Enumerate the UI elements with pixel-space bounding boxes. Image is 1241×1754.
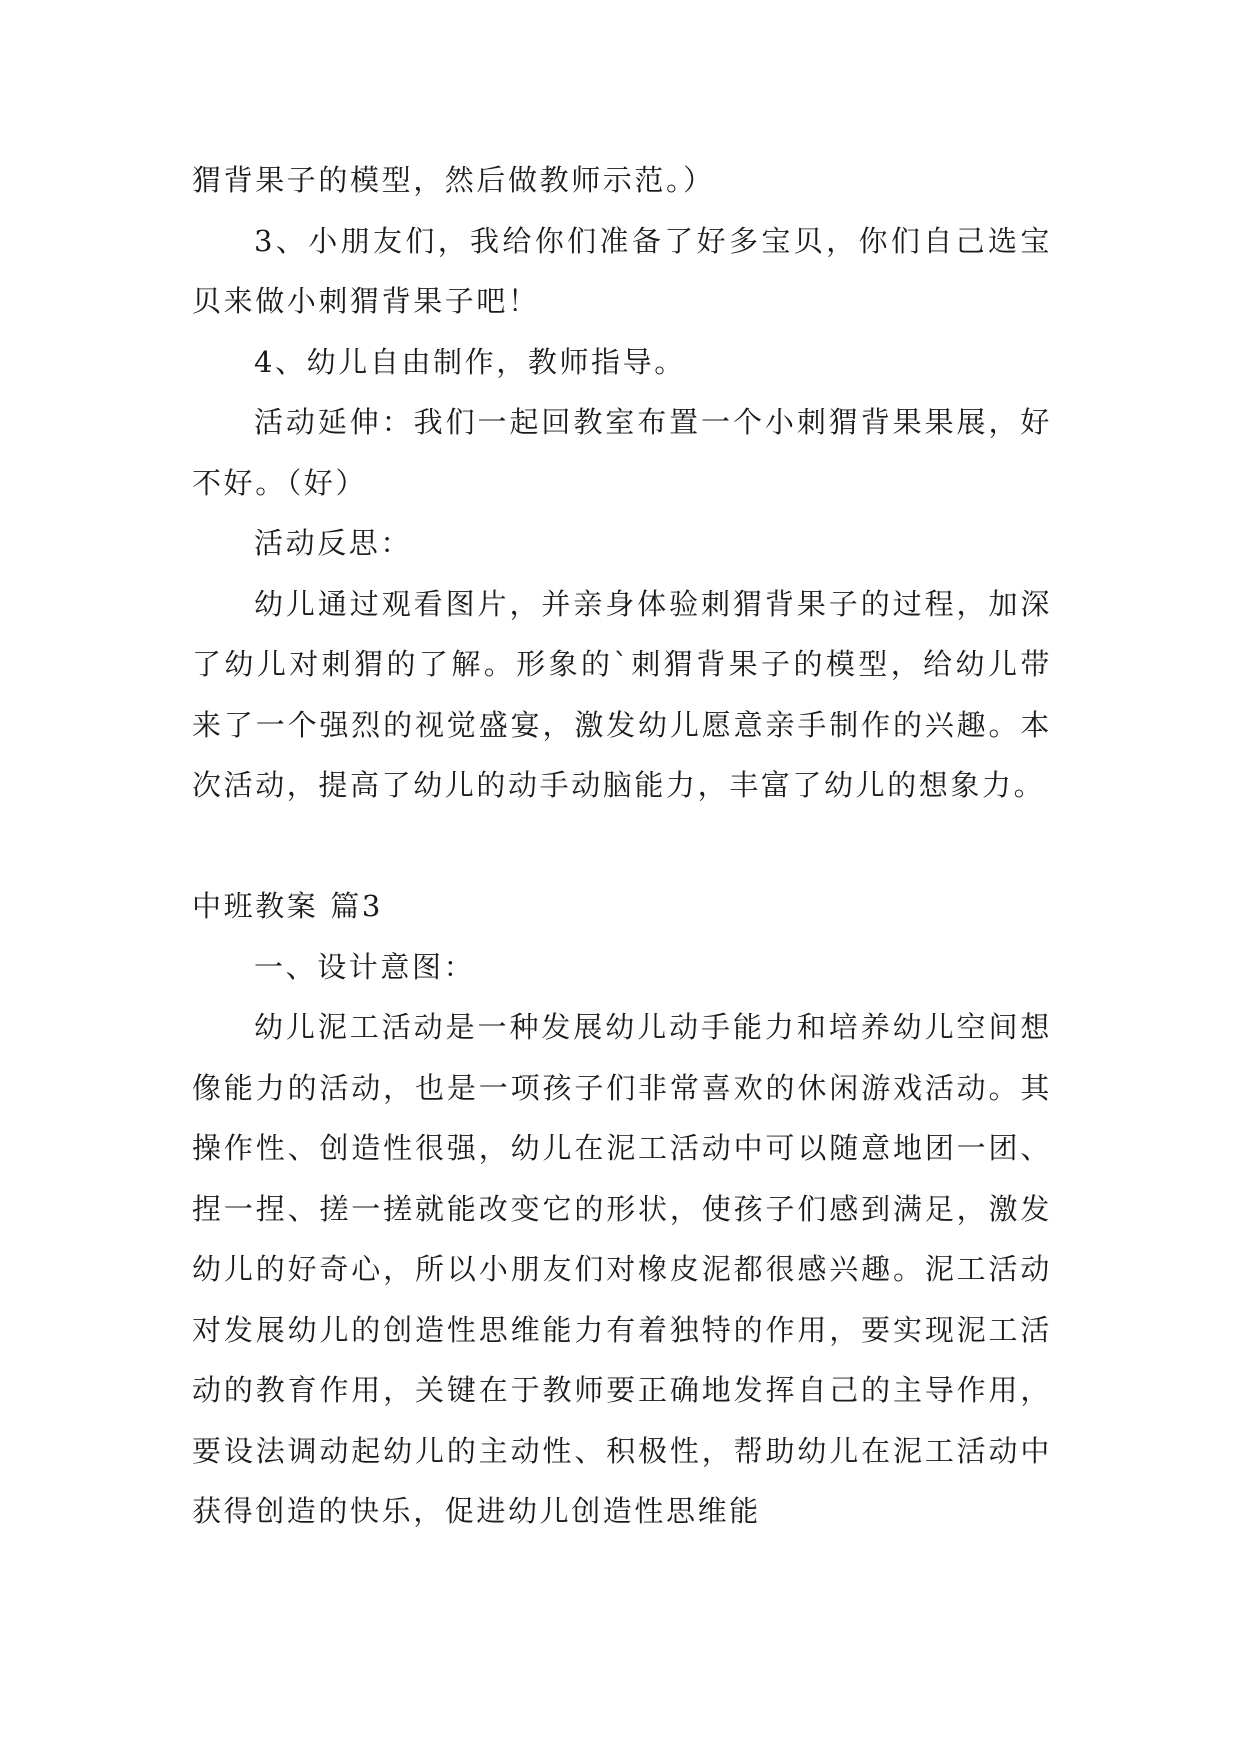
paragraph-step-3: 3、小朋友们，我给你们准备了好多宝贝，你们自己选宝贝来做小刺猬背果子吧！ bbox=[192, 223, 1052, 318]
paragraph-reflection-heading: 活动反思： bbox=[254, 526, 413, 560]
paragraph-design-intent-body: 幼儿泥工活动是一种发展幼儿动手能力和培养幼儿空间想像能力的活动，也是一项孩子们非常喜欢的休闲游戏活动。其操作性、创造性很强，幼儿在泥工活动中可以随意地团一团、捏一捏、搓一搓就能改变它的形状，使孩子们感到满足，激发幼儿的好奇心，所以小朋友们对橡皮泥都很感兴趣。泥工活动对发展幼儿的创造性思维能力有着独特的作用，要实现泥工活动的教育作用，关键在于教师要正确地发挥自己的主导作用，要设法调动起幼儿的主动性、积极性，帮助幼儿在泥工活动中获得创造的快乐，促进幼儿创造性思维能 bbox=[192, 1010, 1052, 1528]
paragraph-reflection-body: 幼儿通过观看图片，并亲身体验刺猬背果子的过程，加深了幼儿对刺猬的了解。形象的`刺猬背果子的模型，给幼儿带来了一个强烈的视觉盛宴，激发幼儿愿意亲手制作的兴趣。本次活动，提高了幼儿的动手动脑能力，丰富了幼儿的想象力。 bbox=[192, 586, 1052, 802]
paragraph-continuation: 猬背果子的模型，然后做教师示范。） bbox=[192, 163, 715, 197]
section-heading: 中班教案 篇3 bbox=[192, 889, 383, 923]
document-body bbox=[192, 150, 1052, 1542]
section-spacer bbox=[192, 816, 1052, 877]
paragraph-design-intent-heading: 一、设计意图： bbox=[254, 949, 476, 984]
paragraph-step-4: 4、幼儿自由制作，教师指导。 bbox=[254, 344, 686, 379]
paragraph-activity-extension: 活动延伸：我们一起回教室布置一个小刺猬背果果展，好不好。（好） bbox=[192, 405, 1052, 500]
